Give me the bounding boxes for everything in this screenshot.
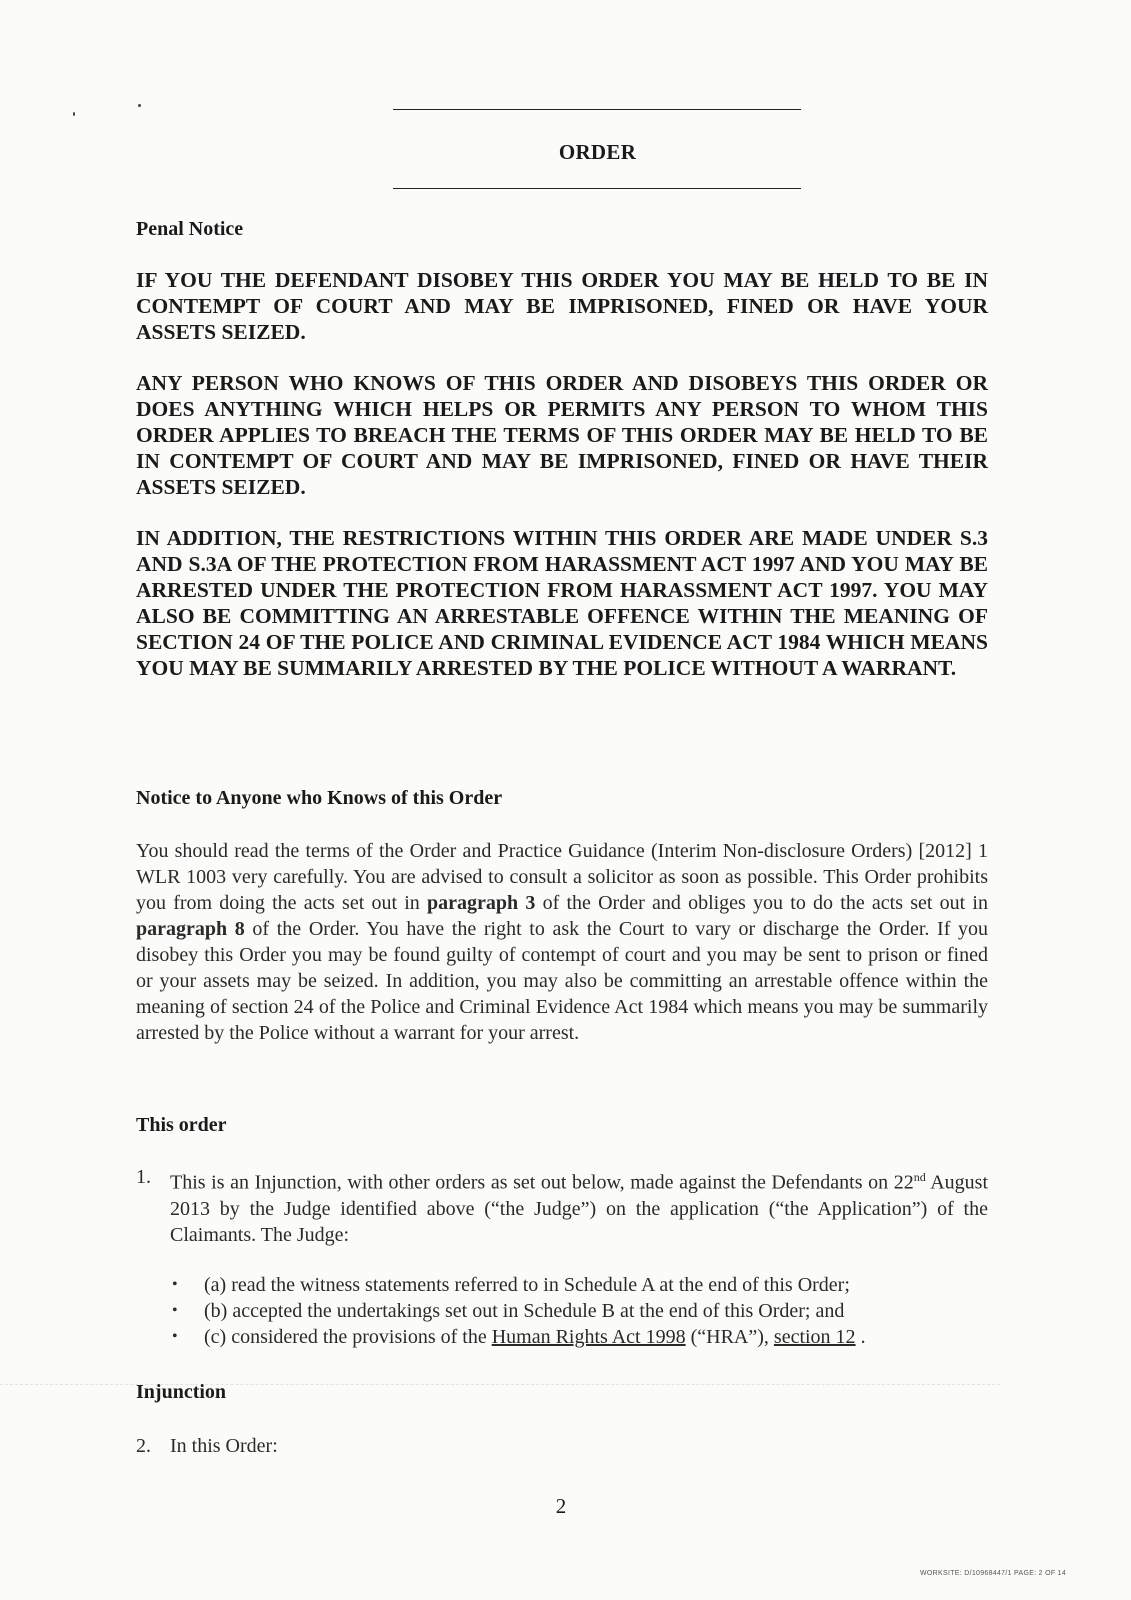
scan-speck [138, 104, 141, 107]
notice-anyone-paragraph [136, 838, 988, 1046]
title-bottom-rule [393, 188, 801, 189]
page-number: 2 [555, 1494, 567, 1518]
item-1-text-a: This is an Injunction, with other orders as set out below, made against the Defendants on 22 [170, 1171, 914, 1194]
title-top-rule [393, 109, 801, 110]
item-number: 2. [136, 1435, 151, 1457]
paragraph-8-reference: paragraph 8 [136, 918, 245, 940]
section-12-link[interactable]: section 12 [773, 1326, 856, 1348]
bullet-c-text: (c) considered the provisions of the [204, 1326, 492, 1348]
page-title: ORDER [558, 140, 637, 164]
list-item: • (a) read the witness statements referred to in Schedule A at the end of this Order; [172, 1272, 992, 1298]
notice-anyone-heading: Notice to Anyone who Knows of this Order [136, 787, 503, 809]
item-1-text [170, 1164, 988, 1248]
order-item-1 [136, 1164, 988, 1248]
notice-text-1: You should read the terms of the Order and Practice Guidance (Interim Non-disclosure Orders) [2012] 1 WLR 1003 very carefully. You are advised to consult a solicitor as soon as possible. This Order prohibits you from doing the acts set out in [136, 840, 988, 914]
order-item-2 [136, 1433, 988, 1459]
paragraph-3-reference: paragraph 3 [427, 892, 536, 914]
this-order-heading: This order [136, 1114, 227, 1136]
penal-notice-heading: Penal Notice [136, 218, 244, 240]
item-2-text: In this Order: [170, 1435, 278, 1457]
human-rights-act-link[interactable]: Human Rights Act 1998 [491, 1326, 686, 1348]
ordinal-suffix: nd [913, 1170, 926, 1184]
penal-notice-paragraph-1: IF YOU THE DEFENDANT DISOBEY THIS ORDER YOU MAY BE HELD TO BE IN CONTEMPT OF COURT AND MAY BE IMPRISONED, FINED OR HAVE YOUR ASSETS SEIZED. [136, 268, 988, 344]
list-item [172, 1324, 992, 1350]
worksite-footer: WORKSITE: D/10968447/1 PAGE: 2 OF 14 [920, 1570, 1067, 1577]
notice-text-2: of the Order and obliges you to do the acts set out in [535, 892, 988, 914]
item-number: 1. [136, 1166, 151, 1188]
injunction-heading: Injunction [136, 1381, 227, 1403]
penal-notice-paragraph-3: IN ADDITION, THE RESTRICTIONS WITHIN THIS ORDER ARE MADE UNDER S.3 AND S.3A OF THE PROTECTION FROM HARASSMENT ACT 1997 AND YOU MAY BE ARRESTED UNDER THE PROTECTION FROM HARASSMENT ACT 1997. YOU MAY ALSO BE COMMITTING AN ARRESTABLE OFFENCE WITHIN THE MEANING OF SECTION 24 OF THE POLICE AND CRIMINAL EVIDENCE ACT 1984 WHICH MEANS YOU MAY BE SUMMARILY ARRESTED BY THE POLICE WITHOUT A WARRANT. [136, 526, 988, 680]
bullet-c-end: . [855, 1326, 866, 1348]
scan-speck [73, 112, 75, 116]
bullet-c-mid: (“HRA”), [685, 1326, 774, 1348]
item-1-text-b: August 2013 by the Judge identified above (“the Judge”) on the application (“the Application”) of the Claimants. The Judge: [170, 1171, 988, 1246]
judge-actions-list [172, 1272, 992, 1350]
notice-text-3: of the Order. You have the right to ask the Court to vary or discharge the Order. If you disobey this Order you may be found guilty of contempt of court and you may be sent to prison or fined or your assets may be seized. In addition, you may also be committing an arrestable offence within the meaning of section 24 of the Police and Criminal Evidence Act 1984 which means you may be summarily arrested by the Police without a warrant for your arrest. [136, 918, 989, 1044]
list-item: • (b) accepted the undertakings set out in Schedule B at the end of this Order; and [172, 1298, 992, 1324]
penal-notice-paragraph-2: ANY PERSON WHO KNOWS OF THIS ORDER AND DISOBEYS THIS ORDER OR DOES ANYTHING WHICH HELPS OR PERMITS ANY PERSON TO WHOM THIS ORDER APPLIES TO BREACH THE TERMS OF THIS ORDER MAY BE HELD TO BE IN CONTEMPT OF COURT AND MAY BE IMPRISONED, FINED OR HAVE THEIR ASSETS SEIZED. [136, 371, 988, 499]
